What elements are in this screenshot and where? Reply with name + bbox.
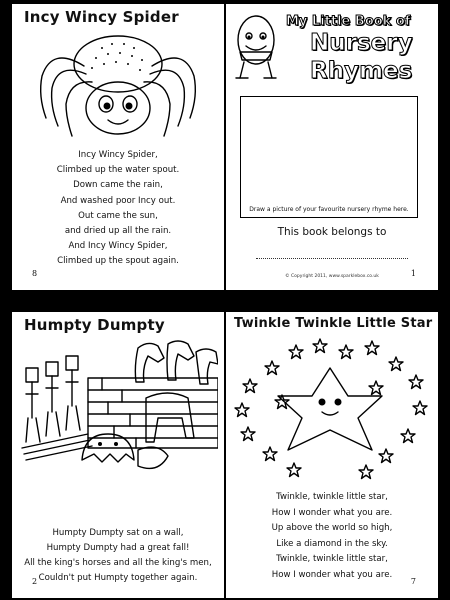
name-line (256, 258, 408, 259)
page-incy-wincy-spider (12, 4, 224, 290)
page-number: 7 (410, 577, 416, 586)
poem-line: and dried up all the rain. (64, 226, 172, 237)
poem-line: Climbed up the water spout. (56, 165, 180, 176)
drawing-caption: Draw a picture of your favourite nursery rhyme here. (249, 206, 409, 213)
book-title-line3: Rhymes (310, 58, 413, 84)
page-title: Incy Wincy Spider (24, 8, 179, 26)
drawing-box (240, 96, 418, 218)
spider-illustration (12, 26, 224, 146)
copyright-text: © Copyright 2011, www.sparklebox.co.uk (285, 274, 379, 279)
poem-line: And washed poor Incy out. (60, 195, 176, 206)
poem-text (12, 148, 224, 270)
poem-line: Climbed up the spout again. (57, 256, 179, 267)
poem-line: And Incy Wincy Spider, (68, 241, 168, 252)
book-title-line1: My Little Book of (286, 14, 411, 29)
poem-line: Twinkle, twinkle little star, (276, 492, 388, 502)
poem-line: Humpty Dumpty had a great fall! (46, 543, 190, 553)
poem-line: How I wonder what you are. (271, 569, 393, 580)
poem-text (12, 526, 224, 586)
poem-line: Incy Wincy Spider, (78, 150, 158, 160)
poem-line: Out came the sun, (78, 210, 158, 221)
page-title: Twinkle Twinkle Little Star (234, 316, 433, 331)
poem-line: Twinkle, twinkle little star, (276, 554, 388, 564)
soldiers-and-horses-illustration (18, 338, 218, 488)
humpty-dumpty-illustration (230, 12, 282, 84)
poem-line: All the king's horses and all the king's men, (24, 558, 212, 568)
poem-text (226, 490, 438, 583)
poem-line: Humpty Dumpty sat on a wall, (52, 528, 184, 538)
poem-line: Like a diamond in the sky. (276, 538, 388, 549)
page-number: 8 (32, 269, 38, 278)
page-title: Humpty Dumpty (24, 316, 165, 334)
star-illustration (226, 338, 438, 488)
book-title-line2: Nursery (310, 30, 413, 56)
poem-line: Couldn't put Humpty together again. (38, 573, 198, 583)
poem-line: Down came the rain, (73, 180, 163, 191)
page-number: 1 (410, 269, 416, 278)
page-cover (226, 4, 438, 290)
page-humpty-dumpty (12, 312, 224, 598)
page-twinkle-twinkle (226, 312, 438, 598)
poem-line: Up above the world so high, (271, 523, 393, 533)
page-number: 2 (32, 577, 38, 586)
belongs-label: This book belongs to (277, 226, 387, 238)
poem-line: How I wonder what you are. (271, 507, 393, 518)
